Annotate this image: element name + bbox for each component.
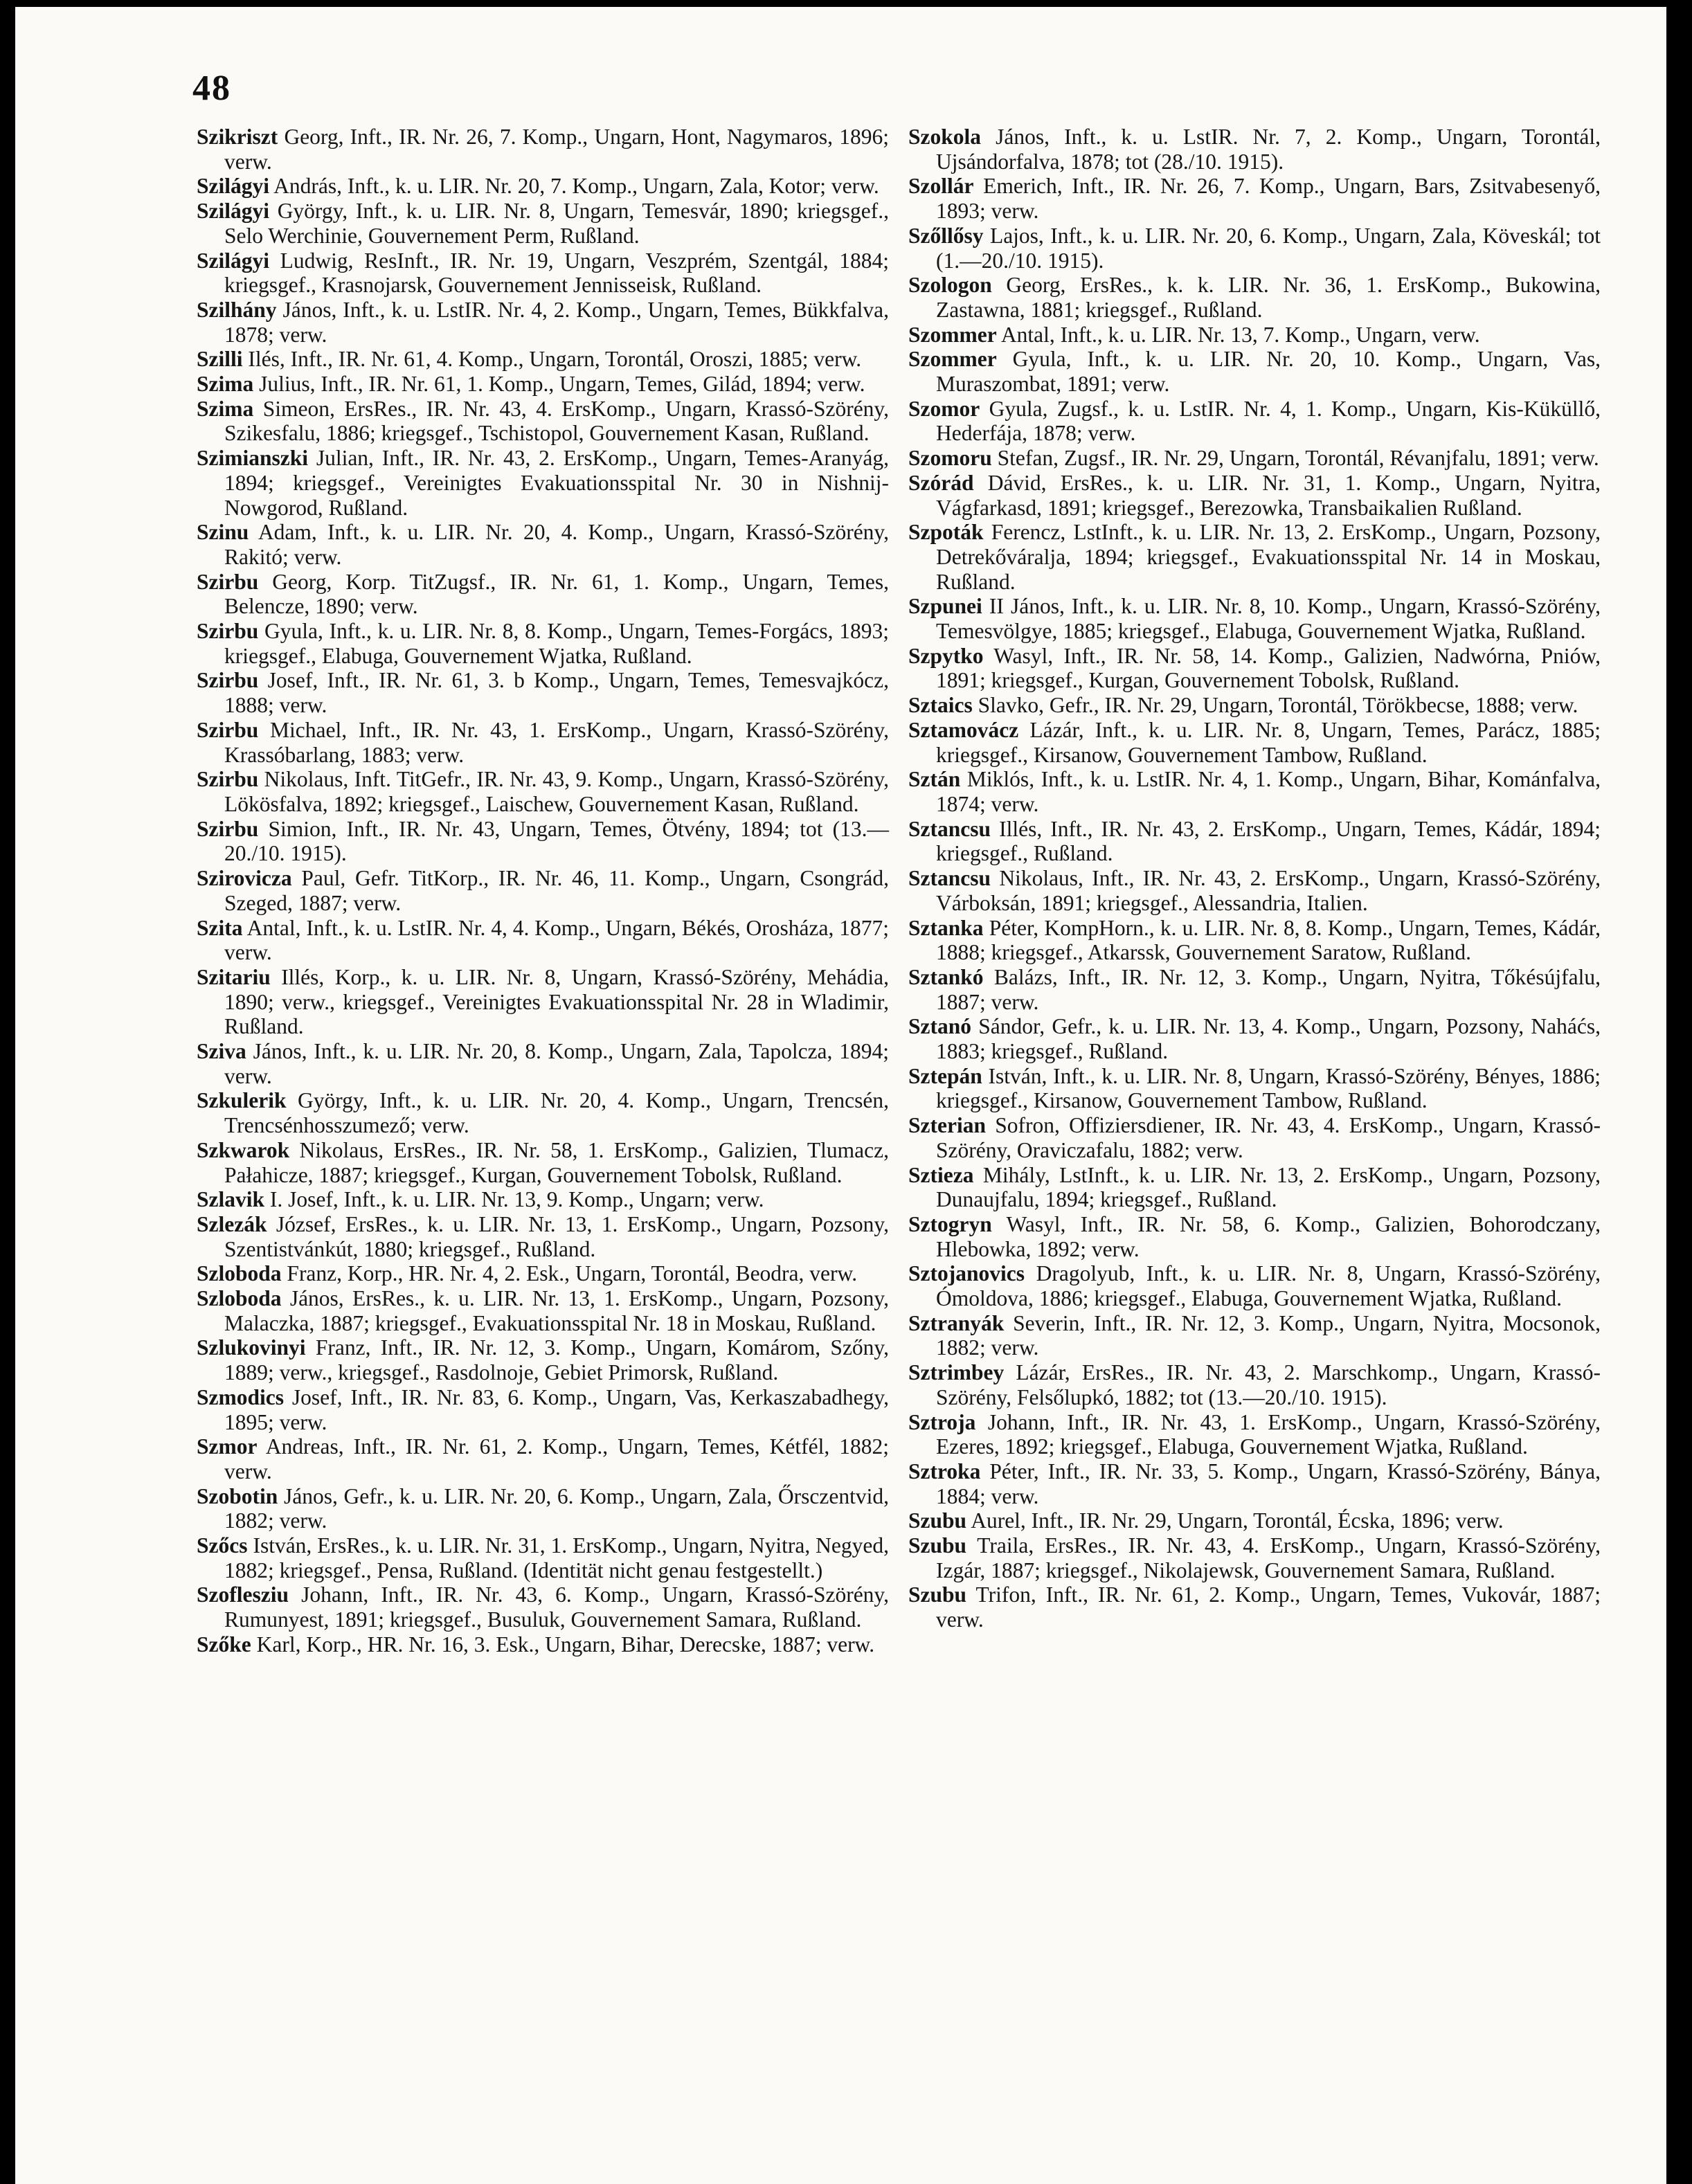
entry-details: Georg, Korp. TitZugsf., IR. Nr. 61, 1. Komp., Ungarn, Temes, Belencze, 1890; verw. [224, 569, 889, 619]
entry-surname: Szórád [908, 470, 974, 495]
list-entry [197, 718, 889, 767]
entry-details: Emerich, Inft., IR. Nr. 26, 7. Komp., Ungarn, Bars, Zsitvabesenyő, 1893; verw. [936, 174, 1601, 224]
entry-details: György, Inft., k. u. LIR. Nr. 20, 4. Komp., Ungarn, Trencsén, Trencsénhosszumező; verw. [224, 1088, 890, 1138]
list-entry [908, 520, 1601, 594]
list-entry [197, 1434, 889, 1483]
entry-details: István, Inft., k. u. LIR. Nr. 8, Ungarn, Krassó-Szörény, Bényes, 1886; kriegsgef., Kirsanow, Gouvernement Tambow, Rußland. [936, 1063, 1601, 1113]
entry-details: Gyula, Inft., k. u. LIR. Nr. 8, 8. Komp., Ungarn, Temes-Forgács, 1893; kriegsgef., Elabuga, Gouvernement Wjatka, Rußland. [224, 619, 889, 668]
list-entry [197, 668, 889, 717]
entry-details: József, ErsRes., k. u. LIR. Nr. 13, 1. ErsKomp., Ungarn, Pozsony, Szentistvánkút, 1880; kriegsgef., Rußland. [224, 1211, 890, 1261]
list-entry [197, 446, 889, 520]
entry-surname: Sztroka [908, 1459, 981, 1483]
entry-surname: Szologon [908, 273, 992, 298]
entry-surname: Szpoták [908, 520, 984, 545]
list-entry [197, 965, 889, 1039]
list-entry [908, 125, 1601, 174]
entry-details: Antal, Inft., k. u. LstIR. Nr. 4, 4. Komp., Ungarn, Békés, Orosháza, 1877; verw. [224, 915, 889, 965]
list-entry [197, 1187, 889, 1212]
list-entry [197, 1039, 889, 1088]
entry-surname: Sztancsu [908, 816, 991, 841]
entry-surname: Szlukovinyi [197, 1335, 306, 1360]
list-entry [908, 817, 1601, 866]
entry-details: Péter, KompHorn., k. u. LIR. Nr. 8, 8. Komp., Ungarn, Temes, Kádár, 1888; kriegsgef., Atkarssk, Gouvernement Saratow, Rußland. [936, 915, 1601, 965]
entry-details: Michael, Inft., IR. Nr. 43, 1. ErsKomp., Ungarn, Krassó-Szörény, Krassóbarlang, 1883; verw. [224, 717, 889, 767]
list-entry [908, 347, 1601, 396]
entry-surname: Szirbu [197, 569, 259, 594]
list-entry [908, 224, 1601, 273]
entry-surname: Szterian [908, 1113, 986, 1138]
entry-surname: Szitariu [197, 964, 271, 989]
entry-details: Sándor, Gefr., k. u. LIR. Nr. 13, 4. Komp., Ungarn, Pozsony, Naháćs, 1883; kriegsgef., Rußland. [936, 1014, 1601, 1064]
list-entry [197, 619, 889, 668]
entry-details: Illés, Korp., k. u. LIR. Nr. 8, Ungarn, Krassó-Szörény, Mehádia, 1890; verw., kriegsgef., Vereinigtes Evakuationsspital Nr. 28 in Wladimir, Rußland. [224, 964, 889, 1039]
entry-details: Franz, Inft., IR. Nr. 12, 3. Komp., Ungarn, Komárom, Szőny, 1889; verw., kriegsgef., Rasdolnoje, Gebiet Primorsk, Rußland. [224, 1335, 890, 1385]
entry-surname: Szpytko [908, 643, 984, 668]
list-entry [197, 174, 889, 199]
entry-surname: Szoflesziu [197, 1582, 289, 1607]
entry-surname: Szomoru [908, 446, 992, 471]
list-entry [197, 520, 889, 569]
list-entry [197, 347, 889, 372]
entry-surname: Szobotin [197, 1483, 278, 1508]
list-entry [908, 273, 1601, 322]
entry-surname: Sztroja [908, 1409, 976, 1434]
entry-details: Balázs, Inft., IR. Nr. 12, 3. Komp., Ungarn, Nyitra, Tőkésújfalu, 1887; verw. [936, 964, 1601, 1014]
list-entry [197, 1261, 889, 1286]
list-entry [197, 1632, 889, 1657]
list-entry [197, 1582, 889, 1632]
entry-surname: Szloboda [197, 1261, 282, 1286]
entry-surname: Szima [197, 372, 254, 397]
entry-details: Nikolaus, Inft. TitGefr., IR. Nr. 43, 9. Komp., Ungarn, Krassó-Szörény, Lökösfalva, 1892; kriegsgef., Laischew, Gouvernement Kasan, Rußland. [224, 767, 890, 816]
list-entry [908, 718, 1601, 767]
entry-surname: Szommer [908, 347, 997, 372]
entry-details: Sofron, Offiziersdiener, IR. Nr. 43, 4. ErsKomp., Ungarn, Krassó-Szörény, Oraviczafalu, 1882; verw. [936, 1113, 1601, 1162]
entry-details: Adam, Inft., k. u. LIR. Nr. 20, 4. Komp., Ungarn, Krassó-Szörény, Rakitó; verw. [224, 520, 889, 569]
entry-surname: Sztanka [908, 915, 984, 940]
entry-details: Dávid, ErsRes., k. u. LIR. Nr. 31, 1. Komp., Ungarn, Nyitra, Vágfarkasd, 1891; kriegsgef., Berezowka, Transbaikalien Rußland. [936, 470, 1601, 520]
entry-details: Trifon, Inft., IR. Nr. 61, 2. Komp., Ungarn, Temes, Vukovár, 1887; verw. [936, 1582, 1601, 1632]
list-entry [197, 372, 889, 397]
entry-details: Lajos, Inft., k. u. LIR. Nr. 20, 6. Komp., Ungarn, Zala, Köveskál; tot (1.—20./10. 1915). [936, 223, 1601, 273]
entry-details: Stefan, Zugsf., IR. Nr. 29, Ungarn, Torontál, Révanjfalu, 1891; verw. [997, 446, 1599, 471]
entry-surname: Szommer [908, 322, 997, 347]
entry-details: Simion, Inft., IR. Nr. 43, Ungarn, Temes, Ötvény, 1894; tot (13.—20./10. 1915). [224, 816, 890, 866]
entry-surname: Szilhány [197, 297, 277, 322]
entry-surname: Sztrimbey [908, 1360, 1005, 1385]
entry-details: Johann, Inft., IR. Nr. 43, 6. Komp., Ungarn, Krassó-Szörény, Rumunyest, 1891; kriegsgef., Busuluk, Gouvernement Samara, Rußland. [224, 1582, 890, 1632]
entry-details: Wasyl, Inft., IR. Nr. 58, 14. Komp., Galizien, Nadwórna, Pniów, 1891; kriegsgef., Kurgan, Gouvernement Tobolsk, Rußland. [936, 643, 1601, 693]
entry-details: János, Gefr., k. u. LIR. Nr. 20, 6. Komp., Ungarn, Zala, Őrsczentvid, 1882; verw. [224, 1483, 889, 1533]
entry-details: Ilés, Inft., IR. Nr. 61, 4. Komp., Ungarn, Torontál, Oroszi, 1885; verw. [248, 347, 862, 372]
list-entry [908, 397, 1601, 446]
list-entry [197, 1484, 889, 1533]
list-entry [908, 1261, 1601, 1310]
entry-details: István, ErsRes., k. u. LIR. Nr. 31, 1. ErsKomp., Ungarn, Nyitra, Negyed, 1882; kriegsgef., Pensa, Rußland. (Identität nicht genau festgestellt.) [224, 1533, 889, 1582]
entry-details: Severin, Inft., IR. Nr. 12, 3. Komp., Ungarn, Nyitra, Mocsonok, 1882; verw. [936, 1310, 1601, 1360]
entry-surname: Szlezák [197, 1211, 267, 1236]
entry-details: Slavko, Gefr., IR. Nr. 29, Ungarn, Torontál, Törökbecse, 1888; verw. [978, 693, 1578, 718]
entry-surname: Szinu [197, 520, 249, 545]
entry-surname: Sztanó [908, 1014, 972, 1039]
list-entry [908, 1163, 1601, 1212]
entry-surname: Szloboda [197, 1286, 282, 1311]
entry-surname: Sztán [908, 767, 961, 792]
list-entry [908, 644, 1601, 693]
entry-surname: Sziva [197, 1039, 246, 1064]
entry-surname: Szokola [908, 125, 982, 149]
list-entry [197, 1138, 889, 1187]
entry-surname: Szollár [908, 174, 974, 199]
entry-details: Paul, Gefr. TitKorp., IR. Nr. 46, 11. Komp., Ungarn, Csongrád, Szeged, 1887; verw. [224, 866, 889, 915]
entry-details: II János, Inft., k. u. LIR. Nr. 8, 10. Komp., Ungarn, Krassó-Szörény, Temesvölgye, 1885; kriegsgef., Elabuga, Gouvernement Wjatka, Rußland. [936, 594, 1601, 644]
list-entry [908, 1360, 1601, 1409]
entry-details: Andreas, Inft., IR. Nr. 61, 2. Komp., Ungarn, Temes, Kétfél, 1882; verw. [224, 1434, 889, 1483]
list-entry [908, 174, 1601, 223]
entry-details: Illés, Inft., IR. Nr. 43, 2. ErsKomp., Ungarn, Temes, Kádár, 1894; kriegsgef., Rußland. [936, 816, 1601, 866]
entry-details: Ferencz, LstInft., k. u. LIR. Nr. 13, 2. ErsKomp., Ungarn, Pozsony, Detrekőváralja, 1894; kriegsgef., Evakuationsspital Nr. 14 in Moskau, Rußland. [936, 520, 1601, 594]
entry-details: Wasyl, Inft., IR. Nr. 58, 6. Komp., Galizien, Bohorodczany, Hlebowka, 1892; verw. [936, 1211, 1601, 1261]
entry-surname: Szilágyi [197, 174, 270, 199]
entry-details: Nikolaus, ErsRes., IR. Nr. 58, 1. ErsKomp., Galizien, Tlumacz, Pałahicze, 1887; kriegsgef., Kurgan, Gouvernement Tobolsk, Rußland. [224, 1137, 889, 1187]
entry-surname: Szima [197, 396, 254, 421]
entry-surname: Szkulerik [197, 1088, 287, 1113]
entry-details: Miklós, Inft., k. u. LstIR. Nr. 4, 1. Komp., Ungarn, Bihar, Kománfalva, 1874; verw. [936, 767, 1601, 816]
entry-surname: Szirovicza [197, 866, 292, 891]
entry-surname: Szilágyi [197, 199, 270, 224]
entry-details: Ludwig, ResInft., IR. Nr. 19, Ungarn, Veszprém, Szentgál, 1884; kriegsgef., Krasnojarsk, Gouvernement Jennisseisk, Rußland. [224, 248, 890, 298]
entry-details: Georg, ErsRes., k. k. LIR. Nr. 36, 1. ErsKomp., Bukowina, Zastawna, 1881; kriegsgef., Rußland. [936, 273, 1601, 322]
list-entry [197, 1533, 889, 1582]
entry-details: Julian, Inft., IR. Nr. 43, 2. ErsKomp., Ungarn, Temes-Aranyág, 1894; kriegsgef., Vereinigtes Evakuationsspital Nr. 30 in Nishnij-Nowgorod, Rußland. [224, 446, 889, 520]
list-entry [908, 767, 1601, 816]
list-entry [197, 1088, 889, 1137]
entry-surname: Sztamovácz [908, 717, 1019, 742]
entry-details: Mihály, LstInft., k. u. LIR. Nr. 13, 2. ErsKomp., Ungarn, Pozsony, Dunaujfalu, 1894; kriegsgef., Rußland. [936, 1162, 1601, 1212]
list-entry [197, 570, 889, 619]
list-entry [908, 1410, 1601, 1459]
entry-surname: Sztieza [908, 1162, 974, 1187]
entry-surname: Szilli [197, 347, 243, 372]
entry-details: Lázár, ErsRes., IR. Nr. 43, 2. Marschkomp., Ungarn, Krassó-Szörény, Felsőlupkó, 1882; tot (13.—20./10. 1915). [936, 1360, 1601, 1409]
entry-details: Karl, Korp., HR. Nr. 16, 3. Esk., Ungarn, Bihar, Derecske, 1887; verw. [256, 1632, 875, 1657]
entry-details: János, Inft., k. u. LIR. Nr. 20, 8. Komp., Ungarn, Zala, Tapolcza, 1894; verw. [224, 1039, 890, 1088]
list-entry [908, 1582, 1601, 1632]
entry-surname: Szlavik [197, 1187, 265, 1212]
list-entry [197, 298, 889, 347]
entry-details: Traila, ErsRes., IR. Nr. 43, 4. ErsKomp., Ungarn, Krassó-Szörény, Izgár, 1887; kriegsgef., Nikolajewsk, Gouvernement Samara, Rußland. [936, 1533, 1601, 1582]
entry-surname: Sztepán [908, 1063, 982, 1088]
document-page [15, 7, 1666, 2184]
entry-surname: Szpunei [908, 594, 982, 619]
entry-surname: Szőllősy [908, 223, 984, 248]
entry-surname: Szőcs [197, 1533, 248, 1558]
entry-details: Aurel, Inft., IR. Nr. 29, Ungarn, Torontál, Écska, 1896; verw. [971, 1508, 1504, 1533]
list-entry [908, 965, 1601, 1014]
entry-surname: Sztranyák [908, 1310, 1005, 1335]
entry-surname: Szilágyi [197, 248, 270, 273]
entry-surname: Sztaics [908, 693, 973, 718]
entry-surname: Szubu [908, 1582, 967, 1607]
entry-surname: Szirbu [197, 816, 259, 841]
entry-surname: Szirbu [197, 767, 259, 792]
left-column [197, 125, 889, 1657]
entry-details: János, Inft., k. u. LstIR. Nr. 4, 2. Komp., Ungarn, Temes, Bükkfalva, 1878; verw. [224, 297, 889, 347]
entry-details: Josef, Inft., IR. Nr. 61, 3. b Komp., Ungarn, Temes, Temesvajkócz, 1888; verw. [224, 668, 889, 718]
entry-details: Georg, Inft., IR. Nr. 26, 7. Komp., Ungarn, Hont, Nagymaros, 1896; verw. [224, 125, 889, 174]
entry-details: Gyula, Inft., k. u. LIR. Nr. 20, 10. Komp., Ungarn, Vas, Muraszombat, 1891; verw. [936, 347, 1601, 397]
entry-details: Simeon, ErsRes., IR. Nr. 43, 4. ErsKomp., Ungarn, Krassó-Szörény, Szikesfalu, 1886; kriegsgef., Tschistopol, Gouvernement Kasan, Rußland. [224, 396, 890, 446]
entry-surname: Szirbu [197, 668, 259, 693]
list-entry [197, 916, 889, 965]
entry-details: Johann, Inft., IR. Nr. 43, 1. ErsKomp., Ungarn, Krassó-Szörény, Ezeres, 1892; kriegsgef., Elabuga, Gouvernement Wjatka, Rußland. [936, 1409, 1601, 1459]
entry-details: Franz, Korp., HR. Nr. 4, 2. Esk., Ungarn, Torontál, Beodra, verw. [287, 1261, 858, 1286]
list-entry [908, 1014, 1601, 1063]
list-entry [197, 767, 889, 816]
list-entry [908, 1212, 1601, 1261]
entry-surname: Szubu [908, 1533, 967, 1558]
entry-surname: Szita [197, 915, 243, 940]
list-entry [908, 693, 1601, 718]
entry-surname: Szmor [197, 1434, 258, 1459]
list-entry [197, 249, 889, 298]
entry-details: Josef, Inft., IR. Nr. 83, 6. Komp., Ungarn, Vas, Kerkaszabadhegy, 1895; verw. [224, 1384, 889, 1434]
list-entry [908, 594, 1601, 643]
entry-details: I. Josef, Inft., k. u. LIR. Nr. 13, 9. Komp., Ungarn; verw. [269, 1187, 764, 1212]
page-number: 48 [192, 69, 231, 108]
entry-details: Lázár, Inft., k. u. LIR. Nr. 8, Ungarn, Temes, Parácz, 1885; kriegsgef., Kirsanow, Gouvernement Tambow, Rußland. [936, 717, 1601, 767]
entry-details: János, Inft., k. u. LstIR. Nr. 7, 2. Komp., Ungarn, Torontál, Ujsándorfalva, 1878; tot (28./10. 1915). [936, 125, 1601, 174]
entry-surname: Sztankó [908, 964, 984, 989]
entry-details: Péter, Inft., IR. Nr. 33, 5. Komp., Ungarn, Krassó-Szörény, Bánya, 1884; verw. [936, 1459, 1601, 1508]
list-entry [908, 1113, 1601, 1162]
list-entry [908, 1311, 1601, 1360]
entry-surname: Szőke [197, 1632, 251, 1657]
entry-surname: Szubu [908, 1508, 967, 1533]
list-entry [197, 125, 889, 174]
list-entry [197, 866, 889, 915]
list-entry [197, 1212, 889, 1261]
list-entry [908, 866, 1601, 915]
entry-surname: Szimianszki [197, 446, 309, 471]
entry-surname: Szomor [908, 396, 980, 421]
entry-details: János, ErsRes., k. u. LIR. Nr. 13, 1. ErsKomp., Ungarn, Pozsony, Malaczka, 1887; kriegsgef., Evakuationsspital Nr. 18 in Moskau, Rußland. [224, 1286, 889, 1335]
entry-surname: Sztojanovics [908, 1261, 1025, 1286]
list-entry [908, 446, 1601, 471]
entry-surname: Sztancsu [908, 866, 991, 891]
entry-details: György, Inft., k. u. LIR. Nr. 8, Ungarn, Temesvár, 1890; kriegsgef., Selo Werchinie, Gouvernement Perm, Rußland. [224, 199, 889, 248]
entry-surname: Szkwarok [197, 1137, 290, 1162]
entry-details: Julius, Inft., IR. Nr. 61, 1. Komp., Ungarn, Temes, Gilád, 1894; verw. [259, 372, 865, 397]
entry-details: Dragolyub, Inft., k. u. LIR. Nr. 8, Ungarn, Krassó-Szörény, Ómoldova, 1886; kriegsgef., Elabuga, Gouvernement Wjatka, Rußland. [936, 1261, 1601, 1311]
list-entry [908, 1459, 1601, 1508]
entry-surname: Szirbu [197, 619, 259, 644]
entry-details: Nikolaus, Inft., IR. Nr. 43, 2. ErsKomp., Ungarn, Krassó-Szörény, Várboksán, 1891; kriegsgef., Alessandria, Italien. [936, 866, 1601, 915]
list-entry [908, 1508, 1601, 1533]
list-entry [197, 817, 889, 866]
list-entry [908, 471, 1601, 520]
entry-surname: Szmodics [197, 1384, 284, 1409]
entry-surname: Szirbu [197, 717, 259, 742]
entry-details: András, Inft., k. u. LIR. Nr. 20, 7. Komp., Ungarn, Zala, Kotor; verw. [273, 174, 879, 199]
list-entry [908, 916, 1601, 965]
entry-surname: Szikriszt [197, 125, 278, 149]
list-entry [197, 397, 889, 446]
entry-surname: Sztogryn [908, 1211, 992, 1236]
list-entry [197, 1335, 889, 1384]
right-column [908, 125, 1601, 1632]
list-entry [197, 1385, 889, 1434]
entry-details: Gyula, Zugsf., k. u. LstIR. Nr. 4, 1. Komp., Ungarn, Kis-Küküllő, Hederfája, 1878; verw. [936, 396, 1601, 446]
list-entry [197, 1286, 889, 1335]
list-entry [908, 323, 1601, 348]
entry-details: Antal, Inft., k. u. LIR. Nr. 13, 7. Komp., Ungarn, verw. [1000, 322, 1480, 347]
list-entry [908, 1064, 1601, 1113]
list-entry [908, 1533, 1601, 1582]
list-entry [197, 199, 889, 248]
